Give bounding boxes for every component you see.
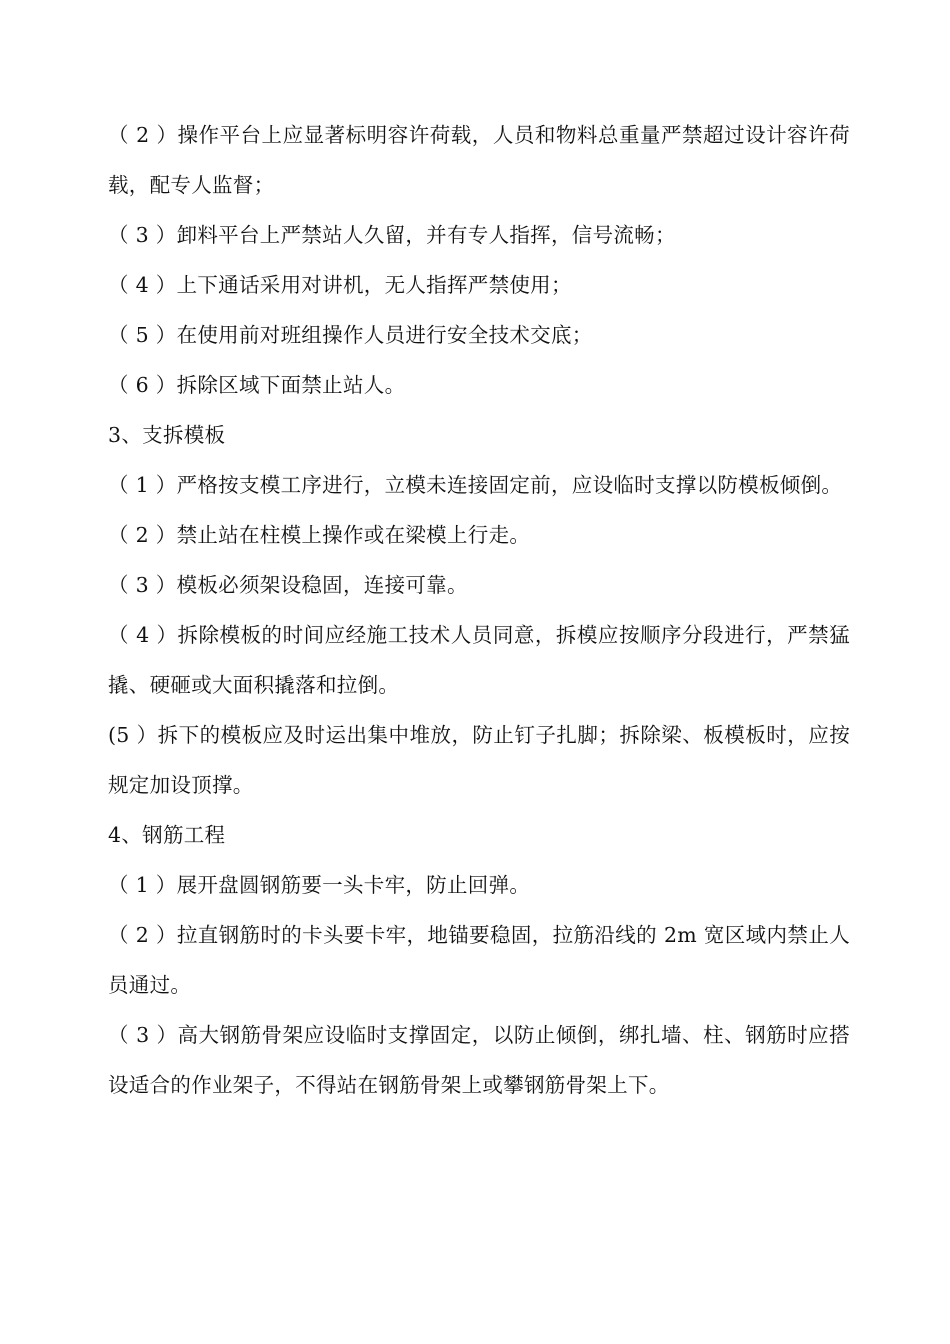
- paragraph-rebar-2: （ 2 ）拉直钢筋时的卡头要卡牢，地锚要稳固，拉筋沿线的 2m 宽区域内禁止人员通过。: [108, 923, 850, 997]
- paragraph-item-4-walkie-talkie: （ 4 ）上下通话采用对讲机，无人指挥严禁使用；: [108, 273, 572, 297]
- document-body: [108, 110, 850, 1110]
- paragraph-item-5-safety-briefing: （ 5 ）在使用前对班组操作人员进行安全技术交底；: [108, 323, 593, 347]
- paragraph-formwork-5: (5 ）拆下的模板应及时运出集中堆放，防止钉子扎脚；拆除梁、板模板时，应按规定加设顶撑。: [108, 723, 850, 797]
- paragraph-item-6-demolition-area: （ 6 ）拆除区域下面禁止站人。: [108, 373, 406, 397]
- paragraph-rebar-3: （ 3 ）高大钢筋骨架应设临时支撑固定，以防止倾倒，绑扎墙、柱、钢筋时应搭设适合的作业架子，不得站在钢筋骨架上或攀钢筋骨架上下。: [108, 1023, 850, 1097]
- section-heading-formwork: 3、支拆模板: [108, 423, 226, 447]
- paragraph-item-3-unloading-platform: （ 3 ）卸料平台上严禁站人久留，并有专人指挥，信号流畅；: [108, 223, 676, 247]
- paragraph-formwork-1: （ 1 ）严格按支模工序进行，立模未连接固定前，应设临时支撑以防模板倾倒。: [108, 473, 843, 497]
- section-heading-rebar: 4、钢筋工程: [108, 823, 226, 847]
- paragraph-rebar-1: （ 1 ）展开盘圆钢筋要一头卡牢，防止回弹。: [108, 873, 531, 897]
- paragraph-formwork-4: （ 4 ）拆除模板的时间应经施工技术人员同意，拆模应按顺序分段进行，严禁猛撬、硬砸或大面积撬落和拉倒。: [108, 623, 850, 697]
- paragraph-formwork-3: （ 3 ）模板必须架设稳固，连接可靠。: [108, 573, 468, 597]
- paragraph-item-2-platform-load: （ 2 ）操作平台上应显著标明容许荷载，人员和物料总重量严禁超过设计容许荷载，配专人监督；: [108, 123, 850, 197]
- paragraph-formwork-2: （ 2 ）禁止站在柱模上操作或在梁模上行走。: [108, 523, 531, 547]
